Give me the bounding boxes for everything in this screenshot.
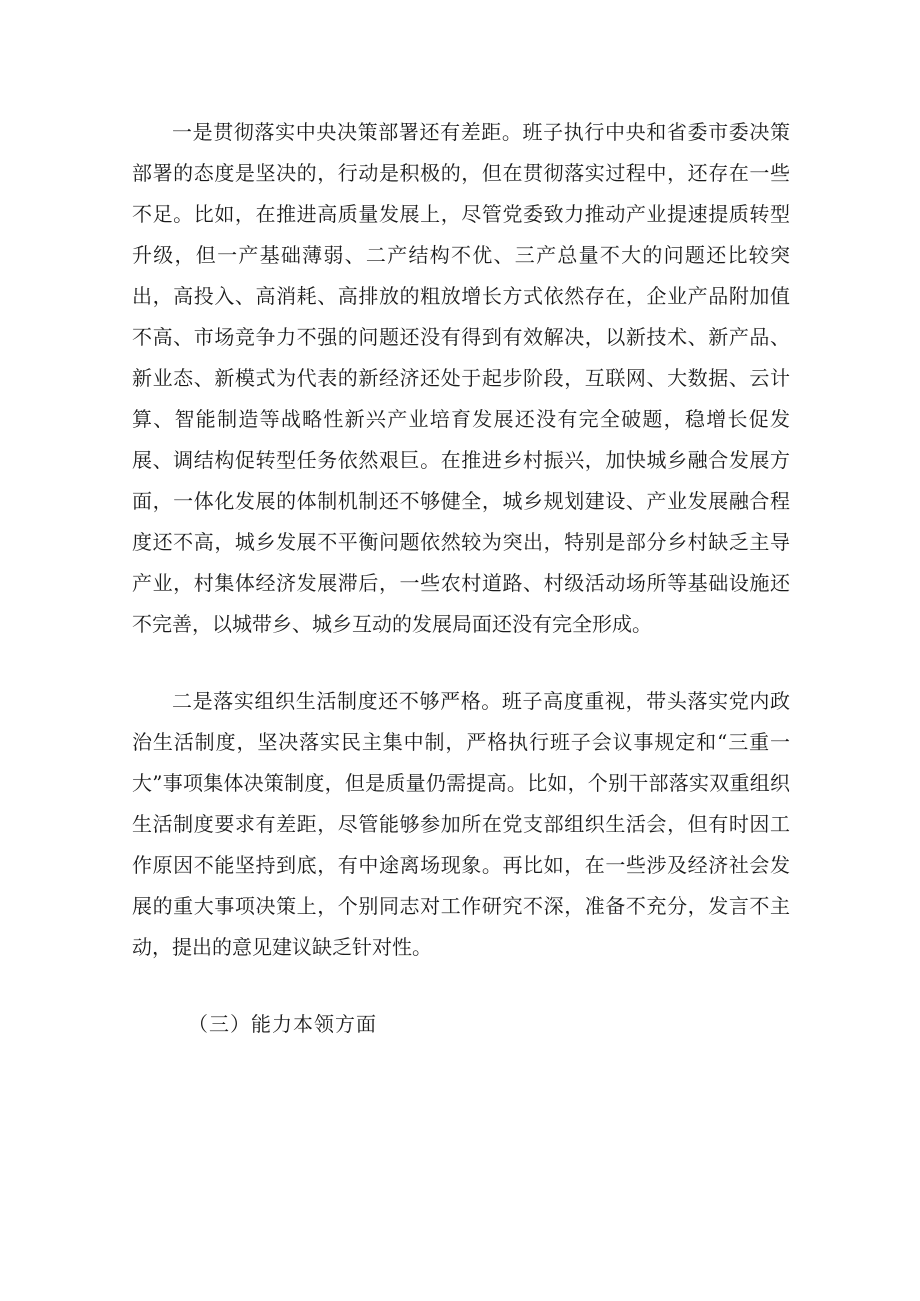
paragraph-1: 一是贯彻落实中央决策部署还有差距。班子执行中央和省委市委决策部署的态度是坚决的，行动是积极的，但在贯彻落实过程中，还存在一些不足。比如，在推进高质量发展上，尽管党委致力推动产业提速提质转型升级，但一产基础薄弱、二产结构不优、三产总量不大的问题还比较突出，高投入、高消耗、高排放的粗放增长方式依然存在，企业产品附加值不高、市场竞争力不强的问题还没有得到有效解决，以新技术、新产品、新业态、新模式为代表的新经济还处于起步阶段，互联网、大数据、云计算、智能制造等战略性新兴产业培育发展还没有完全破题，稳增长促发展、调结构促转型任务依然艰巨。在推进乡村振兴，加快城乡融合发展方面，一体化发展的体制机制还不够健全，城乡规划建设、产业发展融合程度还不高，城乡发展不平衡问题依然较为突出，特别是部分乡村缺乏主导产业，村集体经济发展滞后，一些农村道路、村级活动场所等基础设施还不完善，以城带乡、城乡互动的发展局面还没有完全形成。	[132, 120, 790, 636]
paragraph-2: 二是落实组织生活制度还不够严格。班子高度重视，带头落实党内政治生活制度，坚决落实民主集中制，严格执行班子会议事规定和“三重一大”事项集体决策制度，但是质量仍需提高。比如，个别干部落实双重组织生活制度要求有差距，尽管能够参加所在党支部组织生活会，但有时因工作原因不能坚持到底，有中途离场现象。再比如，在一些涉及经济社会发展的重大事项决策上，个别同志对工作研究不深，准备不充分，发言不主动，提出的意见建议缺乏针对性。	[132, 689, 790, 959]
document-page	[132, 112, 790, 1045]
section-heading: （三）能力本领方面	[188, 1012, 377, 1036]
